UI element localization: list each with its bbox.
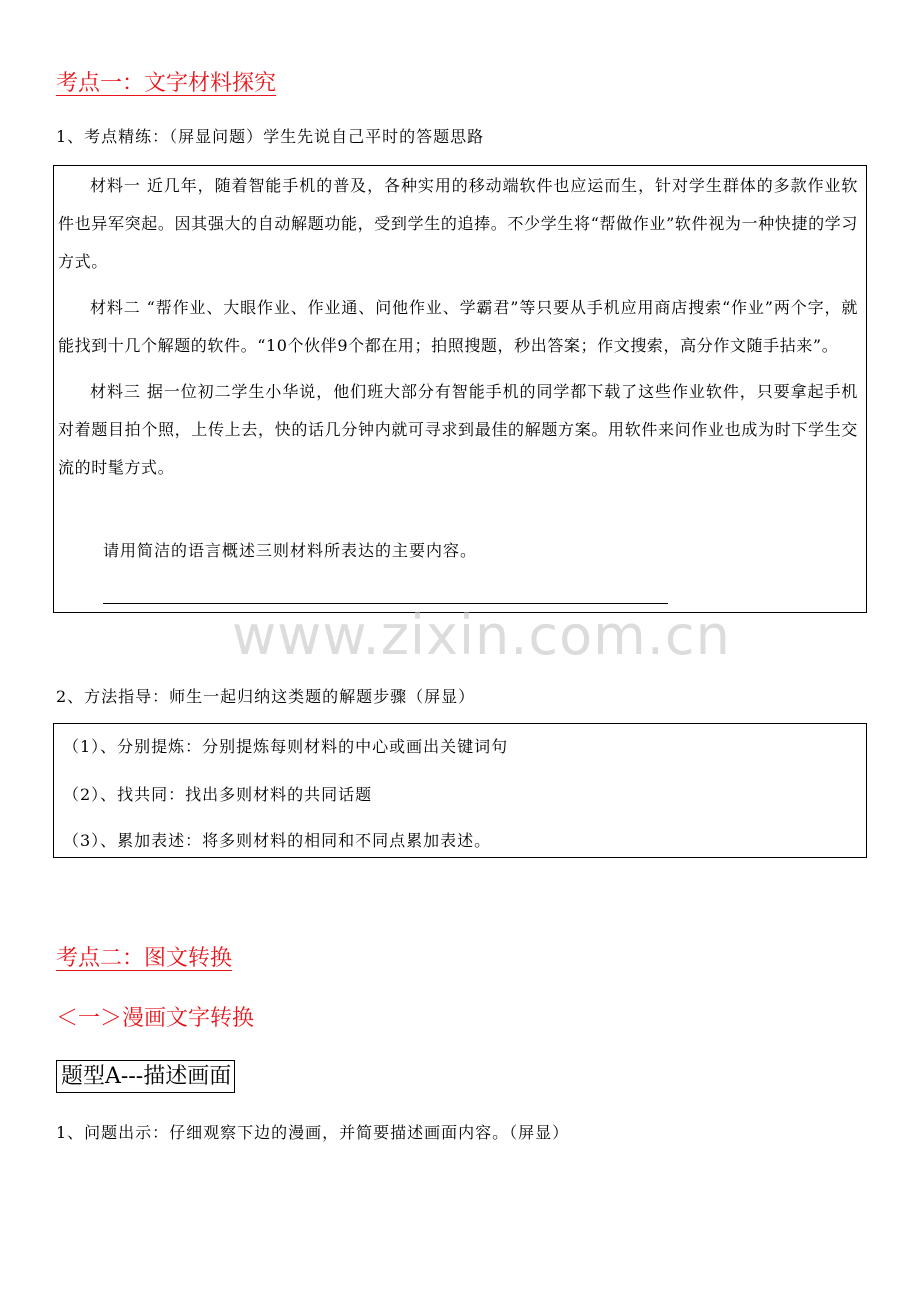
step-2: （2）、找共同：找出多则材料的共同话题 (63, 785, 373, 804)
section1-item2: 2、方法指导：师生一起归纳这类题的解题步骤（屏显） (56, 687, 476, 706)
material-2: 材料二 “帮作业、大眼作业、作业通、问他作业、学霸君”等只要从手机应用商店搜索“作业”两个字，就能找到十几个解题的软件。“10个伙伴9个都在用；拍照搜题，秒出答案；作文搜索，高分作文随手拈来”。 (58, 298, 858, 355)
section2-heading: 考点二：图文转换 (56, 946, 233, 971)
material-1: 材料一 近几年，随着智能手机的普及，各种实用的移动端软件也应运而生，针对学生群体的多款作业软件也异军突起。因其强大的自动解题功能，受到学生的追捧。不少学生将“帮做作业”软件视为一种快捷的学习方式。 (58, 176, 858, 271)
step-1: （1）、分别提炼：分别提炼每则材料的中心或画出关键词句 (63, 737, 509, 756)
steps-box (53, 723, 867, 858)
summary-question: 请用简洁的语言概述三则材料所表达的主要内容。 (103, 541, 478, 560)
question-type-label: 题型A---描述画面 (56, 1060, 235, 1093)
section1-heading: 考点一：文字材料探究 (56, 71, 277, 96)
section1-item1: 1、考点精练：（屏显问题）学生先说自己平时的答题思路 (56, 127, 485, 146)
section2-item1: 1、问题出示：仔细观察下边的漫画，并简要描述画面内容。（屏显） (56, 1123, 570, 1142)
step-3: （3）、累加表述：将多则材料的相同和不同点累加表述。 (63, 831, 492, 850)
watermark: www.zixin.com.cn (232, 604, 731, 667)
section2-subheading: ＜一＞漫画文字转换 (56, 1006, 255, 1031)
material-3: 材料三 据一位初二学生小华说，他们班大部分有智能手机的同学都下载了这些作业软件，只要拿起手机对着题目拍个照，上传上去，快的话几分钟内就可寻求到最佳的解题方案。用软件来问作业也成为时下学生交流的时髦方式。 (58, 382, 858, 477)
